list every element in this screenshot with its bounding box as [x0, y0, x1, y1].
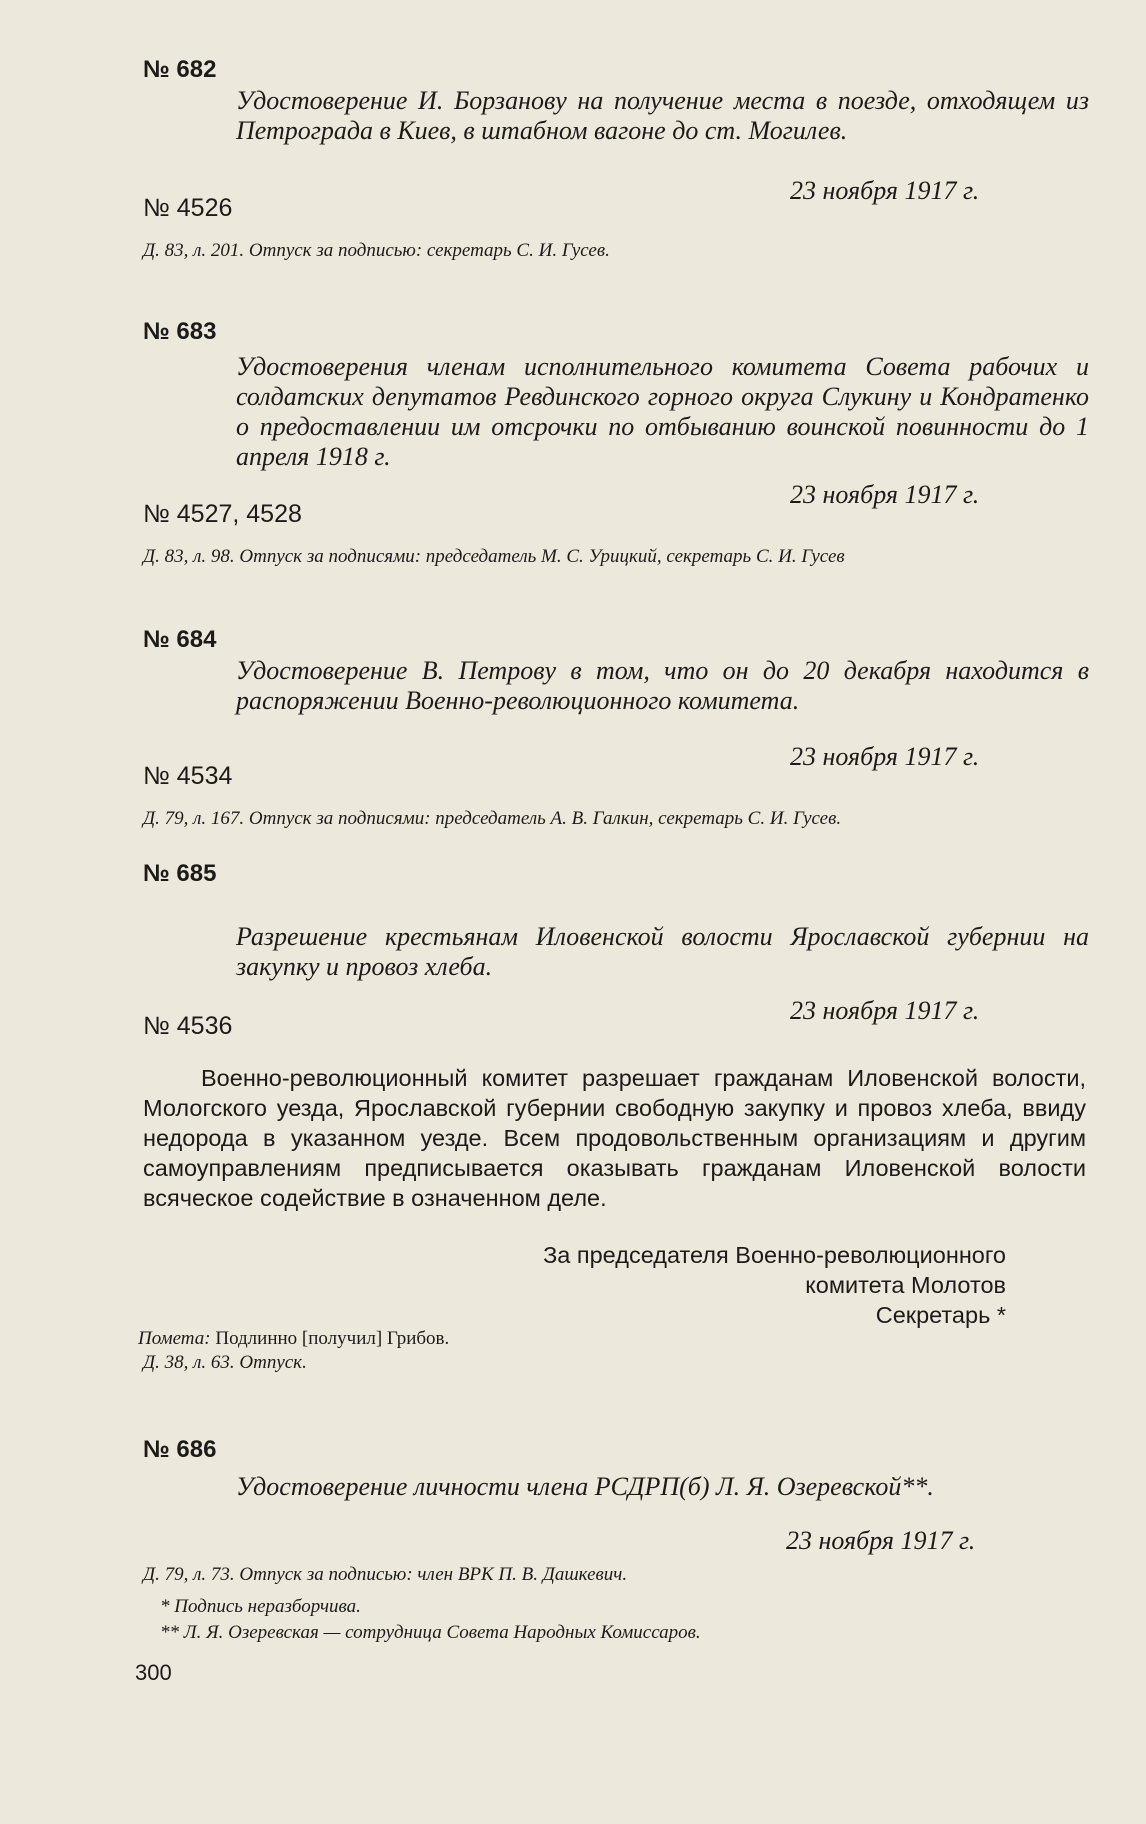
signature-line: комитета Молотов [805, 1272, 1006, 1298]
entry-date: 23 ноября 1917 г. [790, 176, 980, 205]
archive-reference: Д. 38, л. 63. Отпуск. [143, 1352, 307, 1373]
entry-number: № 683 [143, 318, 217, 345]
entry-title: Удостоверения членам исполнительного комитета Совета рабочих и солдатских депутатов Ревдинского горного округа Слукину и Кондратенко о предоставлении им отсрочки по отбыванию воинской повинности до 1 апреля 1918 г. [236, 352, 1089, 471]
document-body: Военно-революционный комитет разрешает гражданам Иловенской волости, Мологского уезда, Ярославской губернии свободную закупку и провоз хлеба, ввиду недорода в указанном уезде. Всем продовольственным организациям и другим самоуправлениям предписывается оказывать гражданам Иловенской волости всяческое содействие в означенном деле. [143, 1065, 1086, 1211]
entry-title: Разрешение крестьянам Иловенской волости Ярославской губернии на закупку и провоз хлеба. [236, 922, 1089, 981]
note-text: Подлинно [получил] Грибов. [215, 1328, 450, 1349]
archive-reference: Д. 83, л. 201. Отпуск за подписью: секретарь С. И. Гусев. [143, 240, 610, 261]
footnote-mark: * [160, 1596, 170, 1617]
signature-line: За председателя Военно-революционного [543, 1242, 1006, 1268]
archive-reference: Д. 83, л. 98. Отпуск за подписями: председатель М. С. Урицкий, секретарь С. И. Гусев [143, 546, 845, 567]
registration-number: № 4534 [143, 762, 233, 790]
archive-reference: Д. 79, л. 167. Отпуск за подписями: председатель А. В. Галкин, секретарь С. И. Гусев. [143, 808, 842, 829]
note-label: Помета: [138, 1328, 211, 1349]
entry-date: 23 ноября 1917 г. [790, 996, 980, 1025]
entry-date: 23 ноября 1917 г. [790, 480, 980, 509]
entry-number: № 685 [143, 860, 217, 887]
entry-number: № 684 [143, 626, 217, 653]
footnote [160, 1596, 361, 1618]
signature-line: Секретарь * [875, 1302, 1006, 1328]
entry-title: Удостоверение И. Борзанову на получение места в поезде, отходящем из Петрограда в Киев, в штабном вагоне до ст. Могилев. [236, 86, 1089, 145]
annotation-note [138, 1328, 449, 1350]
archive-reference: Д. 79, л. 73. Отпуск за подписью: член ВРК П. В. Дашкевич. [143, 1564, 628, 1585]
entry-date: 23 ноября 1917 г. [786, 1526, 976, 1555]
footnote-text: Л. Я. Озеревская — сотрудница Совета Народных Комиссаров. [183, 1622, 701, 1643]
registration-number: № 4526 [143, 194, 233, 222]
entry-number: № 682 [143, 56, 217, 83]
registration-number: № 4527, 4528 [143, 500, 302, 528]
entry-title: Удостоверение личности члена РСДРП(б) Л. Я. Озеревской**. [236, 1472, 934, 1501]
entry-number: № 686 [143, 1436, 217, 1463]
footnote [160, 1622, 701, 1644]
entry-date: 23 ноября 1917 г. [790, 742, 980, 771]
page-number: 300 [135, 1660, 172, 1685]
footnote-text: Подпись неразборчива. [174, 1596, 361, 1617]
footnote-mark: ** [160, 1622, 179, 1643]
entry-title: Удостоверение В. Петрову в том, что он до 20 декабря находится в распоряжении Военно-революционного комитета. [236, 656, 1089, 715]
registration-number: № 4536 [143, 1012, 233, 1040]
